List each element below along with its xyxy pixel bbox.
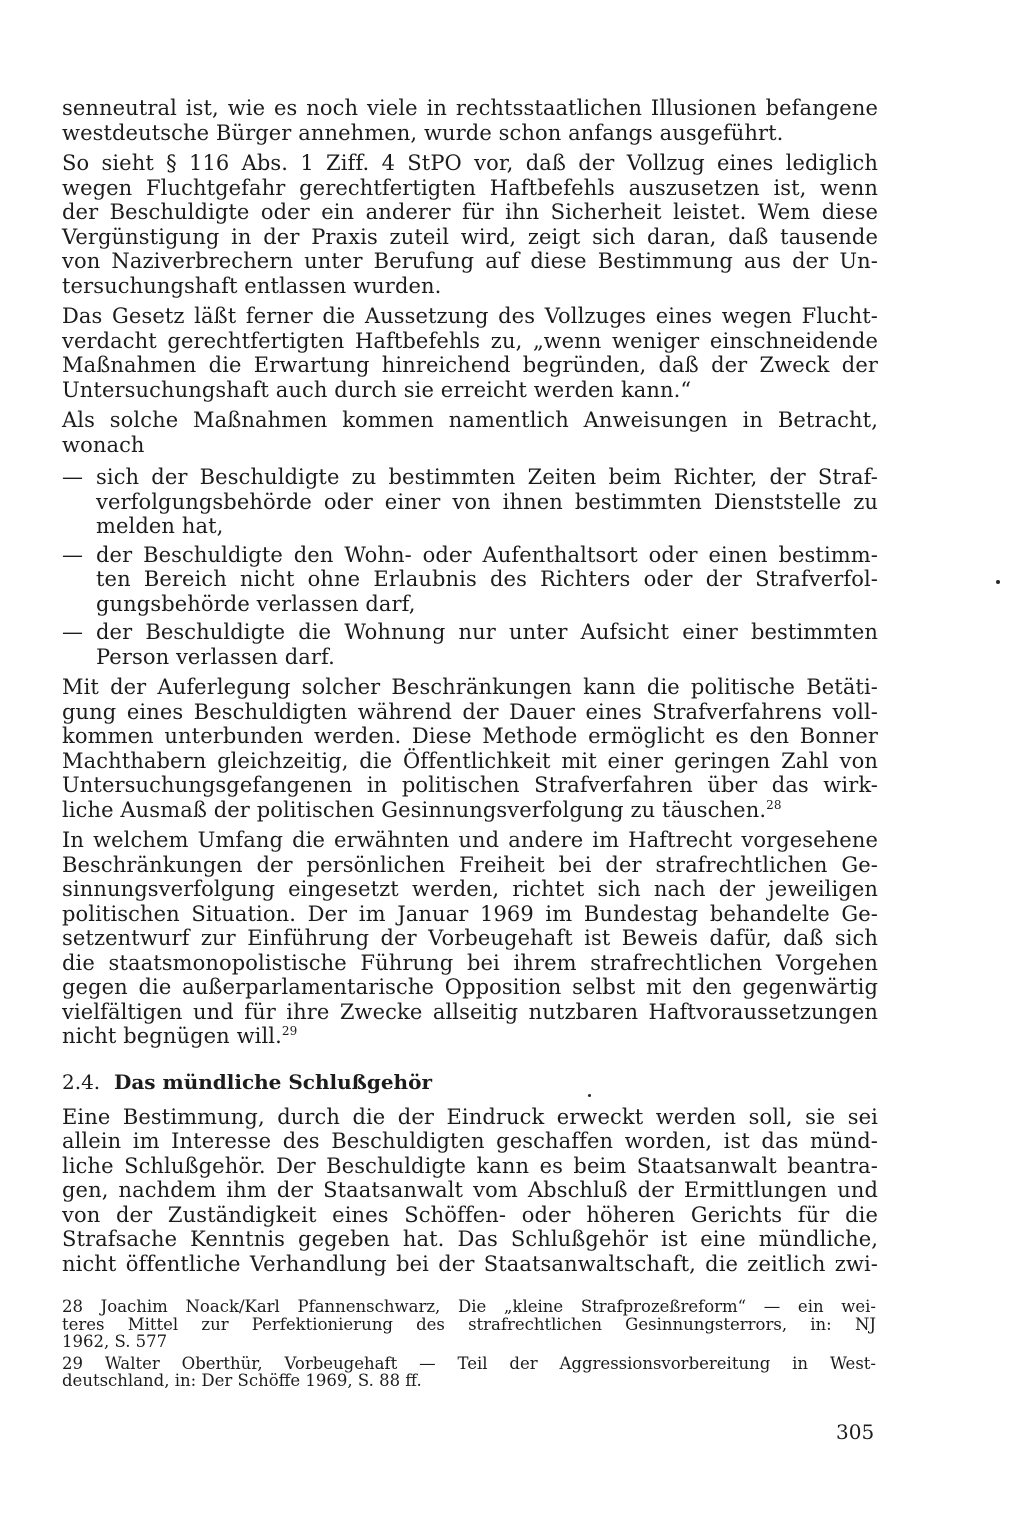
text-line: melden hat, — [96, 514, 224, 538]
page-number: 305 — [836, 1420, 875, 1444]
text-line: sinnungsverfolgung eingesetzt werden, richtet sich nach der jeweiligen — [62, 877, 878, 901]
footnote-line: teres Mittel zur Perfektionierung des strafrechtlichen Gesinnungsterrors, in: NJ — [62, 1314, 876, 1334]
text-line: allein im Interesse des Beschuldigten geschaffen worden, ist das münd- — [62, 1129, 878, 1153]
dash-bullet: — — [62, 465, 83, 489]
text-line: wegen Fluchtgefahr gerechtfertigten Haftbefehls auszusetzen ist, wenn — [62, 175, 878, 200]
text-line: liche Schlußgehör. Der Beschuldigte kann es beim Staatsanwalt beantra- — [62, 1153, 878, 1178]
footnote-28 — [62, 1298, 876, 1351]
footnote-line: 28 Joachim Noack/Karl Pfannenschwarz, Die „kleine Strafprozeßreform“ — ein wei- — [62, 1297, 876, 1316]
text-line: Mit der Auferlegung solcher Beschränkungen kann die politische Betäti- — [62, 675, 878, 699]
text-line: der Beschuldigte die Wohnung nur unter Aufsicht einer bestimmten — [96, 620, 878, 644]
text-line: von der Zuständigkeit eines Schöffen- oder höheren Gerichts für die — [62, 1202, 878, 1227]
dash-bullet: — — [62, 620, 83, 644]
text-line: gen, nachdem ihm der Staatsanwalt vom Abschluß der Ermittlungen und — [62, 1178, 878, 1202]
text-line: tersuchungshaft entlassen wurden. — [62, 273, 442, 298]
paragraph-stpo-116 — [62, 151, 878, 298]
text-line: So sieht § 116 Abs. 1 Ziff. 4 StPO vor, daß der Vollzug eines lediglich — [62, 151, 878, 175]
paragraph-schlussgehoer — [62, 1105, 878, 1277]
text-line: verdacht gerechtfertigten Haftbefehls zu, „wenn weniger einschneidende — [62, 328, 878, 353]
list-item — [62, 620, 878, 669]
text-line: setzentwurf zur Einführung der Vorbeugehaft ist Beweis dafür, daß sich — [62, 926, 878, 950]
text-line: Eine Bestimmung, durch die der Eindruck erweckt werden soll, sie sei — [62, 1104, 878, 1129]
text-line: In welchem Umfang die erwähnten und andere im Haftrecht vorgesehene — [62, 828, 878, 852]
text-line-content: nicht begnügen will. — [62, 1024, 282, 1048]
text-line: nicht öffentliche Verhandlung bei der Staatsanwaltschaft, die zeitlich zwi- — [62, 1251, 878, 1276]
text-line: Untersuchungshaft auch durch sie erreicht werden kann.“ — [62, 377, 692, 402]
text-line: Als solche Maßnahmen kommen namentlich Anweisungen in Betracht, — [62, 408, 878, 432]
text-line: wonach — [62, 432, 145, 457]
text-line: ten Bereich nicht ohne Erlaubnis des Richters oder der Strafverfol- — [96, 567, 878, 591]
text-line: Machthabern gleichzeitig, die Öffentlichkeit mit einer geringen Zahl von — [62, 748, 878, 773]
text-line: Beschränkungen der persönlichen Freiheit bei der strafrechtlichen Ge- — [62, 852, 878, 877]
list-item — [62, 465, 878, 539]
footnotes — [62, 1298, 876, 1390]
text-line: sich der Beschuldigte zu bestimmten Zeiten beim Richter, der Straf- — [96, 465, 878, 489]
text-line: politischen Situation. Der im Januar 1969 im Bundestag behandelte Ge- — [62, 901, 878, 926]
section-title: Das mündliche Schlußgehör — [114, 1069, 432, 1094]
text-line — [62, 1024, 878, 1049]
text-line: senneutral ist, wie es noch viele in rechtsstaatlichen Illusionen befangene — [62, 96, 878, 120]
footnote-line: deutschland, in: Der Schöffe 1969, S. 88 ff. — [62, 1371, 422, 1390]
footnote-29 — [62, 1355, 876, 1390]
paragraph-massnahmen — [62, 408, 878, 457]
text-line — [62, 798, 878, 823]
footnote-ref-28[interactable]: 28 — [766, 797, 782, 812]
paragraph-intro — [62, 96, 878, 145]
text-line: Person verlassen darf. — [96, 644, 335, 669]
footnote-ref-29[interactable]: 29 — [281, 1024, 298, 1038]
paragraph-aussetzung — [62, 304, 878, 402]
text-line: gung eines Beschuldigten während der Dauer eines Strafverfahrens voll- — [62, 699, 878, 724]
text-line-content: liche Ausmaß der politischen Gesinnungsverfolgung zu täuschen. — [62, 797, 767, 822]
text-line: kommen unterbunden werden. Diese Methode ermöglicht es den Bonner — [62, 724, 878, 748]
footnote-line: 1962, S. 577 — [62, 1332, 168, 1351]
text-line: westdeutsche Bürger annehmen, wurde schon anfangs ausgeführt. — [62, 120, 784, 145]
paragraph-beschraenkungen — [62, 675, 878, 822]
section-number: 2.4. — [62, 1069, 101, 1094]
measures-list — [62, 465, 878, 669]
text-line: gegen die außerparlamentarische Opposition selbst mit den gegenwärtig — [62, 975, 878, 999]
footnote-line: 29 Walter Oberthür, Vorbeugehaft — Teil der Aggressionsvorbereitung in West- — [62, 1353, 876, 1373]
list-item — [62, 543, 878, 617]
dash-bullet: — — [62, 542, 83, 567]
print-speck — [588, 1094, 591, 1097]
text-line: der Beschuldigte oder ein anderer für ihn Sicherheit leistet. Wem diese — [62, 200, 878, 224]
text-line: von Naziverbrechern unter Berufung auf diese Bestimmung aus der Un- — [62, 249, 878, 273]
text-line: verfolgungsbehörde oder einer von ihnen bestimmten Dienststelle zu — [96, 489, 878, 514]
section-heading — [62, 1069, 878, 1095]
paragraph-umfang — [62, 828, 878, 1049]
text-line: Maßnahmen die Erwartung hinreichend begründen, daß der Zweck der — [62, 353, 878, 377]
text-line: gungsbehörde verlassen darf, — [96, 591, 416, 616]
text-line: Untersuchungsgefangenen in politischen Strafverfahren über das wirk- — [62, 773, 878, 797]
print-speck — [996, 580, 1000, 584]
text-line: Vergünstigung in der Praxis zuteil wird, zeigt sich daran, daß tausende — [62, 224, 878, 249]
text-line: Das Gesetz läßt ferner die Aussetzung des Vollzuges eines wegen Flucht- — [62, 304, 878, 328]
text-line: der Beschuldigte den Wohn- oder Aufenthaltsort oder einen bestimm- — [96, 542, 878, 567]
page-body — [62, 96, 878, 1276]
text-line: Strafsache Kenntnis gegeben hat. Das Schlußgehör ist eine mündliche, — [62, 1227, 878, 1251]
text-line: vielfältigen und für ihre Zwecke allseitig nutzbaren Haftvoraussetzungen — [62, 999, 878, 1024]
text-line: die staatsmonopolistische Führung bei ihrem strafrechtlichen Vorgehen — [62, 950, 878, 975]
